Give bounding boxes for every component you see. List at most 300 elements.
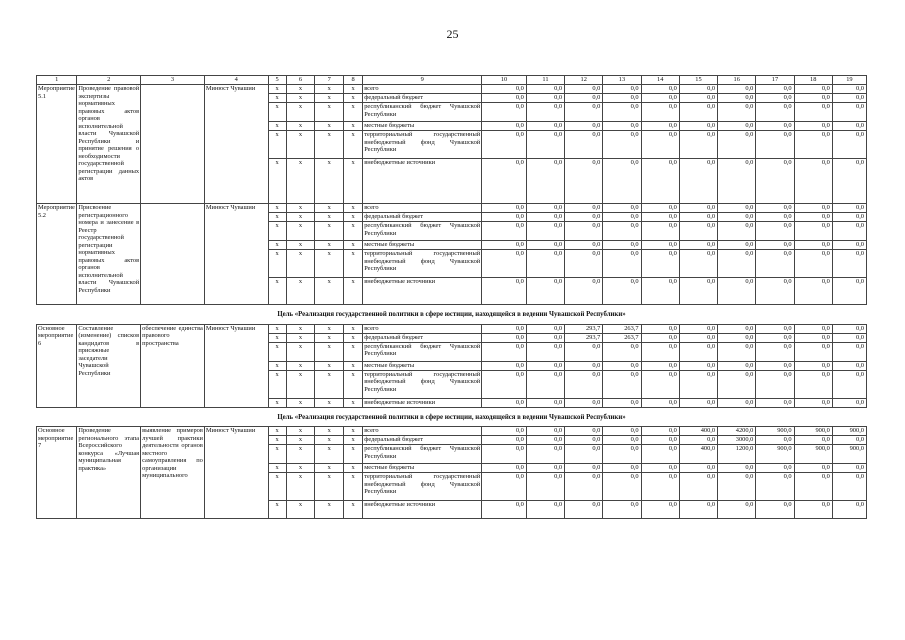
value-cell: 0,0: [679, 241, 717, 250]
value-cell: 0,0: [603, 122, 641, 131]
value-cell: 0,0: [565, 241, 603, 250]
x-mark-cell: х: [344, 122, 363, 131]
value-cell: 0,0: [794, 501, 832, 519]
header-cell: 9: [363, 76, 482, 85]
x-mark-cell: х: [344, 85, 363, 94]
value-cell: 0,0: [718, 333, 756, 342]
value-cell: 0,0: [679, 324, 717, 333]
x-mark-cell: х: [344, 370, 363, 398]
x-mark-cell: х: [268, 501, 286, 519]
x-mark-cell: х: [268, 204, 286, 213]
x-mark-cell: х: [315, 94, 344, 103]
value-cell: 0,0: [641, 464, 679, 473]
value-cell: 0,0: [832, 94, 866, 103]
value-cell: 0,0: [641, 159, 679, 204]
header-cell: 15: [679, 76, 717, 85]
value-cell: 0,0: [565, 436, 603, 445]
value-cell: 0,0: [679, 436, 717, 445]
x-mark-cell: х: [315, 501, 344, 519]
value-cell: 0,0: [603, 445, 641, 464]
measure-name: Мероприятие 5.2: [37, 204, 77, 305]
funding-source: всего: [363, 427, 482, 436]
x-mark-cell: х: [315, 204, 344, 213]
table-row: [37, 85, 867, 94]
value-cell: 4200,0: [718, 427, 756, 436]
value-cell: 0,0: [565, 85, 603, 94]
x-mark-cell: х: [344, 324, 363, 333]
header-cell: 1: [37, 76, 77, 85]
value-cell: 0,0: [482, 436, 527, 445]
value-cell: 0,0: [718, 370, 756, 398]
value-cell: 0,0: [756, 342, 794, 361]
x-mark-cell: х: [315, 103, 344, 122]
x-mark-cell: х: [286, 333, 315, 342]
x-mark-cell: х: [268, 473, 286, 501]
value-cell: 0,0: [482, 131, 527, 159]
x-mark-cell: х: [315, 361, 344, 370]
value-cell: 0,0: [794, 436, 832, 445]
value-cell: 0,0: [679, 94, 717, 103]
funding-source: местные бюджеты: [363, 122, 482, 131]
value-cell: 0,0: [641, 250, 679, 278]
value-cell: 0,0: [679, 370, 717, 398]
x-mark-cell: х: [268, 436, 286, 445]
funding-source: республиканский бюджет Чувашской Республики: [363, 445, 482, 464]
x-mark-cell: х: [268, 241, 286, 250]
value-cell: 0,0: [526, 278, 564, 305]
value-cell: 0,0: [832, 398, 866, 407]
value-cell: 0,0: [565, 103, 603, 122]
value-cell: 0,0: [641, 241, 679, 250]
funding-source: территориальный государственный внебюджетный фонд Чувашской Республики: [363, 250, 482, 278]
x-mark-cell: х: [315, 370, 344, 398]
x-mark-cell: х: [286, 370, 315, 398]
x-mark-cell: х: [286, 204, 315, 213]
responsible-executor: Минюст Чувашии: [204, 204, 268, 305]
value-cell: 0,0: [565, 342, 603, 361]
x-mark-cell: х: [315, 333, 344, 342]
value-cell: 0,0: [756, 250, 794, 278]
funding-source: внебюджетные источники: [363, 398, 482, 407]
funding-source: всего: [363, 324, 482, 333]
value-cell: 0,0: [603, 241, 641, 250]
value-cell: 0,0: [482, 204, 527, 213]
value-cell: 0,0: [603, 278, 641, 305]
value-cell: 900,0: [794, 445, 832, 464]
value-cell: 0,0: [526, 427, 564, 436]
responsible-executor: Минюст Чувашии: [204, 324, 268, 407]
value-cell: 0,0: [565, 464, 603, 473]
value-cell: 0,0: [718, 342, 756, 361]
value-cell: 0,0: [641, 324, 679, 333]
header-cell: 5: [268, 76, 286, 85]
value-cell: 0,0: [718, 398, 756, 407]
value-cell: 0,0: [756, 370, 794, 398]
value-cell: 0,0: [756, 333, 794, 342]
funding-source: внебюджетные источники: [363, 159, 482, 204]
measure-description: Проведение правовой экспертизы нормативных правовых актов органов исполнительной власти Чувашской Республики и принятие решения о необходимости государственной регистрации данных актов: [77, 85, 141, 204]
x-mark-cell: х: [268, 464, 286, 473]
value-cell: 0,0: [641, 213, 679, 222]
x-mark-cell: х: [286, 427, 315, 436]
measure-goal: [141, 204, 205, 305]
table-header-row: [37, 76, 867, 85]
x-mark-cell: х: [315, 241, 344, 250]
funding-source: местные бюджеты: [363, 241, 482, 250]
value-cell: 0,0: [679, 473, 717, 501]
x-mark-cell: х: [344, 333, 363, 342]
funding-source: территориальный государственный внебюджетный фонд Чувашской Республики: [363, 370, 482, 398]
value-cell: 0,0: [718, 250, 756, 278]
value-cell: 0,0: [718, 159, 756, 204]
value-cell: 0,0: [482, 278, 527, 305]
value-cell: 0,0: [718, 501, 756, 519]
value-cell: 0,0: [756, 361, 794, 370]
x-mark-cell: х: [315, 427, 344, 436]
measure-name: Мероприятие 5.1: [37, 85, 77, 204]
value-cell: 900,0: [794, 427, 832, 436]
value-cell: 0,0: [832, 436, 866, 445]
x-mark-cell: х: [286, 436, 315, 445]
value-cell: 0,0: [718, 94, 756, 103]
x-mark-cell: х: [286, 464, 315, 473]
goal-text: Цель «Реализация государственной политики в сфере юстиции, находящейся в ведении Чувашской Республики»: [37, 407, 867, 427]
value-cell: 0,0: [482, 464, 527, 473]
value-cell: 0,0: [565, 445, 603, 464]
x-mark-cell: х: [286, 213, 315, 222]
value-cell: 0,0: [526, 436, 564, 445]
value-cell: 0,0: [679, 398, 717, 407]
x-mark-cell: х: [286, 222, 315, 241]
value-cell: 0,0: [603, 501, 641, 519]
x-mark-cell: х: [315, 122, 344, 131]
value-cell: 0,0: [641, 436, 679, 445]
value-cell: 0,0: [641, 427, 679, 436]
value-cell: 0,0: [832, 501, 866, 519]
x-mark-cell: х: [315, 436, 344, 445]
value-cell: 0,0: [794, 131, 832, 159]
x-mark-cell: х: [315, 159, 344, 204]
funding-source: территориальный государственный внебюджетный фонд Чувашской Республики: [363, 473, 482, 501]
value-cell: 0,0: [565, 204, 603, 213]
value-cell: 0,0: [565, 122, 603, 131]
x-mark-cell: х: [286, 250, 315, 278]
value-cell: 0,0: [756, 103, 794, 122]
x-mark-cell: х: [286, 324, 315, 333]
funding-source: республиканский бюджет Чувашской Республики: [363, 342, 482, 361]
value-cell: 0,0: [832, 103, 866, 122]
value-cell: 0,0: [679, 122, 717, 131]
value-cell: 0,0: [794, 94, 832, 103]
x-mark-cell: х: [315, 398, 344, 407]
header-cell: 19: [832, 76, 866, 85]
value-cell: 0,0: [603, 159, 641, 204]
value-cell: 0,0: [603, 131, 641, 159]
value-cell: 0,0: [641, 370, 679, 398]
value-cell: 0,0: [794, 370, 832, 398]
header-cell: 18: [794, 76, 832, 85]
value-cell: 0,0: [794, 398, 832, 407]
value-cell: 0,0: [756, 94, 794, 103]
value-cell: 0,0: [603, 222, 641, 241]
value-cell: 0,0: [679, 361, 717, 370]
value-cell: 0,0: [603, 85, 641, 94]
value-cell: 0,0: [832, 370, 866, 398]
value-cell: 0,0: [794, 204, 832, 213]
table-row: [37, 204, 867, 213]
x-mark-cell: х: [268, 250, 286, 278]
value-cell: 0,0: [482, 250, 527, 278]
value-cell: 0,0: [794, 361, 832, 370]
value-cell: 0,0: [718, 241, 756, 250]
value-cell: 0,0: [832, 204, 866, 213]
x-mark-cell: х: [268, 324, 286, 333]
value-cell: 263,7: [603, 333, 641, 342]
value-cell: 0,0: [679, 159, 717, 204]
value-cell: 0,0: [679, 333, 717, 342]
x-mark-cell: х: [268, 427, 286, 436]
value-cell: 0,0: [756, 436, 794, 445]
value-cell: 0,0: [565, 501, 603, 519]
value-cell: 0,0: [718, 213, 756, 222]
value-cell: 0,0: [794, 222, 832, 241]
value-cell: 0,0: [718, 324, 756, 333]
x-mark-cell: х: [286, 501, 315, 519]
value-cell: 0,0: [641, 94, 679, 103]
funding-source: федеральный бюджет: [363, 333, 482, 342]
value-cell: 0,0: [832, 213, 866, 222]
measure-name: Основное мероприятие 6: [37, 324, 77, 407]
funding-source: местные бюджеты: [363, 464, 482, 473]
value-cell: 0,0: [832, 464, 866, 473]
responsible-executor: Минюст Чувашии: [204, 427, 268, 519]
value-cell: 0,0: [603, 342, 641, 361]
header-cell: 2: [77, 76, 141, 85]
x-mark-cell: х: [344, 501, 363, 519]
value-cell: 0,0: [794, 464, 832, 473]
value-cell: 0,0: [832, 473, 866, 501]
value-cell: 0,0: [482, 501, 527, 519]
x-mark-cell: х: [268, 361, 286, 370]
x-mark-cell: х: [344, 222, 363, 241]
value-cell: 0,0: [794, 159, 832, 204]
value-cell: 0,0: [565, 131, 603, 159]
value-cell: 0,0: [794, 213, 832, 222]
x-mark-cell: х: [286, 361, 315, 370]
funding-source: федеральный бюджет: [363, 94, 482, 103]
value-cell: 0,0: [794, 278, 832, 305]
value-cell: 900,0: [832, 445, 866, 464]
measure-goal: обеспечение единства правового пространства: [141, 324, 205, 407]
header-cell: 10: [482, 76, 527, 85]
value-cell: 0,0: [832, 241, 866, 250]
value-cell: 0,0: [565, 278, 603, 305]
value-cell: 0,0: [603, 204, 641, 213]
x-mark-cell: х: [286, 241, 315, 250]
value-cell: 0,0: [756, 204, 794, 213]
value-cell: 0,0: [641, 85, 679, 94]
x-mark-cell: х: [286, 85, 315, 94]
value-cell: 0,0: [832, 333, 866, 342]
value-cell: 900,0: [756, 445, 794, 464]
value-cell: 0,0: [641, 204, 679, 213]
table-row: [37, 427, 867, 436]
value-cell: 0,0: [603, 464, 641, 473]
x-mark-cell: х: [344, 159, 363, 204]
x-mark-cell: х: [268, 131, 286, 159]
x-mark-cell: х: [268, 103, 286, 122]
funding-source: федеральный бюджет: [363, 436, 482, 445]
x-mark-cell: х: [268, 278, 286, 305]
value-cell: 0,0: [526, 131, 564, 159]
funding-source: всего: [363, 204, 482, 213]
value-cell: 0,0: [756, 278, 794, 305]
value-cell: 0,0: [679, 213, 717, 222]
value-cell: 0,0: [526, 213, 564, 222]
value-cell: 0,0: [832, 278, 866, 305]
x-mark-cell: х: [315, 324, 344, 333]
x-mark-cell: х: [315, 222, 344, 241]
value-cell: 0,0: [832, 85, 866, 94]
value-cell: 0,0: [756, 464, 794, 473]
value-cell: 0,0: [526, 85, 564, 94]
value-cell: 0,0: [482, 342, 527, 361]
x-mark-cell: х: [268, 222, 286, 241]
value-cell: 0,0: [526, 370, 564, 398]
x-mark-cell: х: [344, 342, 363, 361]
value-cell: 0,0: [794, 241, 832, 250]
x-mark-cell: х: [344, 204, 363, 213]
value-cell: 0,0: [641, 122, 679, 131]
x-mark-cell: х: [344, 473, 363, 501]
value-cell: 0,0: [565, 370, 603, 398]
value-cell: 0,0: [603, 213, 641, 222]
value-cell: 400,0: [679, 427, 717, 436]
funding-source: федеральный бюджет: [363, 213, 482, 222]
value-cell: 0,0: [641, 131, 679, 159]
funding-source: территориальный государственный внебюджетный фонд Чувашской Республики: [363, 131, 482, 159]
value-cell: 0,0: [641, 445, 679, 464]
value-cell: 0,0: [603, 103, 641, 122]
x-mark-cell: х: [286, 131, 315, 159]
x-mark-cell: х: [344, 427, 363, 436]
x-mark-cell: х: [315, 213, 344, 222]
value-cell: 0,0: [565, 361, 603, 370]
value-cell: 0,0: [603, 427, 641, 436]
value-cell: 0,0: [526, 159, 564, 204]
value-cell: 0,0: [565, 398, 603, 407]
value-cell: 0,0: [526, 324, 564, 333]
page-number: 25: [446, 27, 459, 41]
measure-goal: [141, 85, 205, 204]
measure-description: Проведение регионального этапа Всероссийского конкурса «Лучшая муниципальная практика»: [77, 427, 141, 519]
value-cell: 0,0: [756, 122, 794, 131]
value-cell: 0,0: [603, 94, 641, 103]
value-cell: 0,0: [526, 122, 564, 131]
value-cell: 0,0: [526, 250, 564, 278]
x-mark-cell: х: [268, 342, 286, 361]
funding-source: местные бюджеты: [363, 361, 482, 370]
value-cell: 0,0: [603, 250, 641, 278]
value-cell: 293,7: [565, 324, 603, 333]
value-cell: 0,0: [718, 122, 756, 131]
x-mark-cell: х: [315, 85, 344, 94]
header-cell: 8: [344, 76, 363, 85]
value-cell: 0,0: [718, 473, 756, 501]
x-mark-cell: х: [344, 250, 363, 278]
value-cell: 263,7: [603, 324, 641, 333]
header-cell: 4: [204, 76, 268, 85]
x-mark-cell: х: [268, 333, 286, 342]
value-cell: 0,0: [526, 501, 564, 519]
value-cell: 400,0: [679, 445, 717, 464]
value-cell: 0,0: [679, 501, 717, 519]
value-cell: 0,0: [482, 473, 527, 501]
x-mark-cell: х: [315, 464, 344, 473]
value-cell: 0,0: [756, 501, 794, 519]
value-cell: 0,0: [794, 103, 832, 122]
value-cell: 0,0: [565, 250, 603, 278]
x-mark-cell: х: [344, 278, 363, 305]
value-cell: 0,0: [794, 342, 832, 361]
header-cell: 14: [641, 76, 679, 85]
x-mark-cell: х: [286, 278, 315, 305]
x-mark-cell: х: [268, 370, 286, 398]
value-cell: 0,0: [641, 103, 679, 122]
value-cell: 0,0: [482, 103, 527, 122]
value-cell: 0,0: [603, 398, 641, 407]
value-cell: 0,0: [565, 473, 603, 501]
value-cell: 0,0: [482, 324, 527, 333]
x-mark-cell: х: [344, 241, 363, 250]
value-cell: 0,0: [679, 342, 717, 361]
funding-source: внебюджетные источники: [363, 501, 482, 519]
goal-row: [37, 305, 867, 325]
x-mark-cell: х: [344, 94, 363, 103]
value-cell: 0,0: [641, 473, 679, 501]
funding-source: всего: [363, 85, 482, 94]
value-cell: 0,0: [482, 398, 527, 407]
value-cell: 0,0: [482, 222, 527, 241]
value-cell: 0,0: [565, 427, 603, 436]
value-cell: 0,0: [756, 131, 794, 159]
value-cell: 0,0: [603, 370, 641, 398]
x-mark-cell: х: [344, 213, 363, 222]
measure-goal: выявление примеров лучшей практики деятельности органов местного самоуправления по организации муниципального: [141, 427, 205, 519]
header-cell: 13: [603, 76, 641, 85]
funding-source: республиканский бюджет Чувашской Республики: [363, 222, 482, 241]
value-cell: 0,0: [794, 122, 832, 131]
x-mark-cell: х: [344, 445, 363, 464]
value-cell: 0,0: [526, 361, 564, 370]
value-cell: 0,0: [832, 222, 866, 241]
value-cell: 0,0: [482, 213, 527, 222]
value-cell: 0,0: [756, 213, 794, 222]
value-cell: 0,0: [526, 241, 564, 250]
x-mark-cell: х: [344, 361, 363, 370]
header-cell: 3: [141, 76, 205, 85]
value-cell: 0,0: [526, 464, 564, 473]
value-cell: 0,0: [718, 85, 756, 94]
value-cell: 0,0: [756, 324, 794, 333]
x-mark-cell: х: [315, 250, 344, 278]
value-cell: 0,0: [679, 222, 717, 241]
x-mark-cell: х: [286, 94, 315, 103]
value-cell: 0,0: [482, 361, 527, 370]
value-cell: 0,0: [832, 159, 866, 204]
value-cell: 900,0: [756, 427, 794, 436]
funding-source: республиканский бюджет Чувашской Республики: [363, 103, 482, 122]
